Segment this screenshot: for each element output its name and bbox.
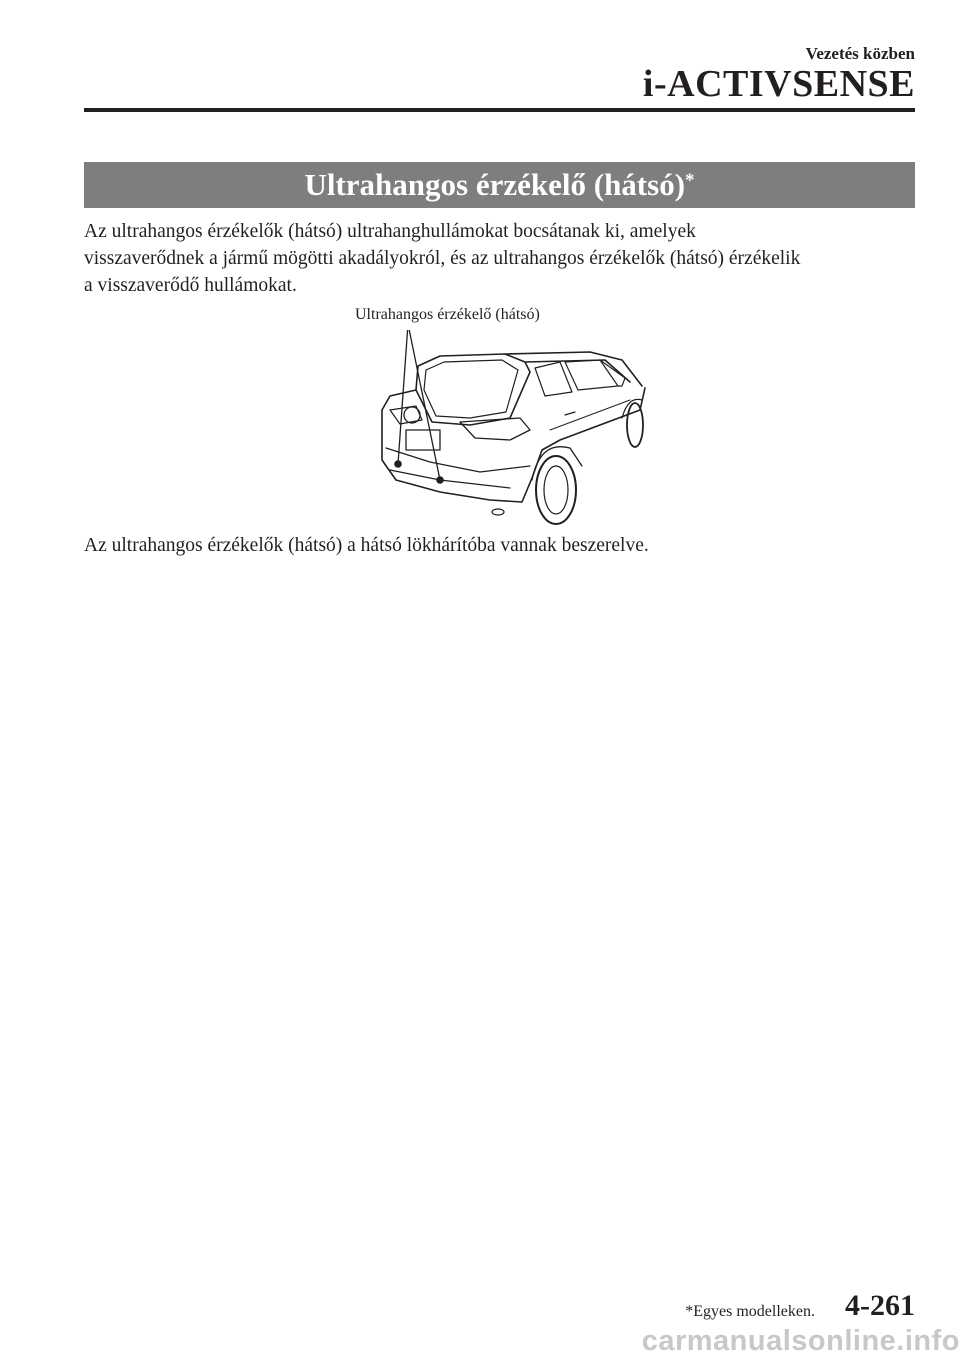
model-marker: * — [685, 170, 695, 191]
chapter-title: Vezetés közben — [805, 44, 915, 63]
body-line: Az ultrahangos érzékelők (hátsó) ultrahanghullámokat bocsátanak ki, amelyek — [84, 221, 696, 242]
figure-label: Ultrahangos érzékelő (hátsó) — [355, 306, 540, 323]
section-title-bar — [84, 162, 915, 208]
page-number: 4-261 — [845, 1289, 915, 1322]
section-heading: i-ACTIVSENSE — [642, 63, 915, 105]
figure-caption: Az ultrahangos érzékelők (hátsó) a hátsó lökhárítóba vannak beszerelve. — [84, 535, 649, 556]
header-divider — [84, 108, 915, 112]
footnote: *Egyes modelleken. — [685, 1303, 815, 1320]
body-line: visszaverődnek a jármű mögötti akadályokról, és az ultrahangos érzékelők (hátsó) érzékelik — [84, 248, 801, 269]
body-paragraph — [84, 218, 924, 299]
watermark: carmanualsonline.info — [641, 1325, 960, 1357]
body-line: a visszaverődő hullámokat. — [84, 275, 297, 296]
section-title: Ultrahangos érzékelő (hátsó) — [304, 167, 686, 202]
rear-car-illustration — [360, 330, 660, 530]
